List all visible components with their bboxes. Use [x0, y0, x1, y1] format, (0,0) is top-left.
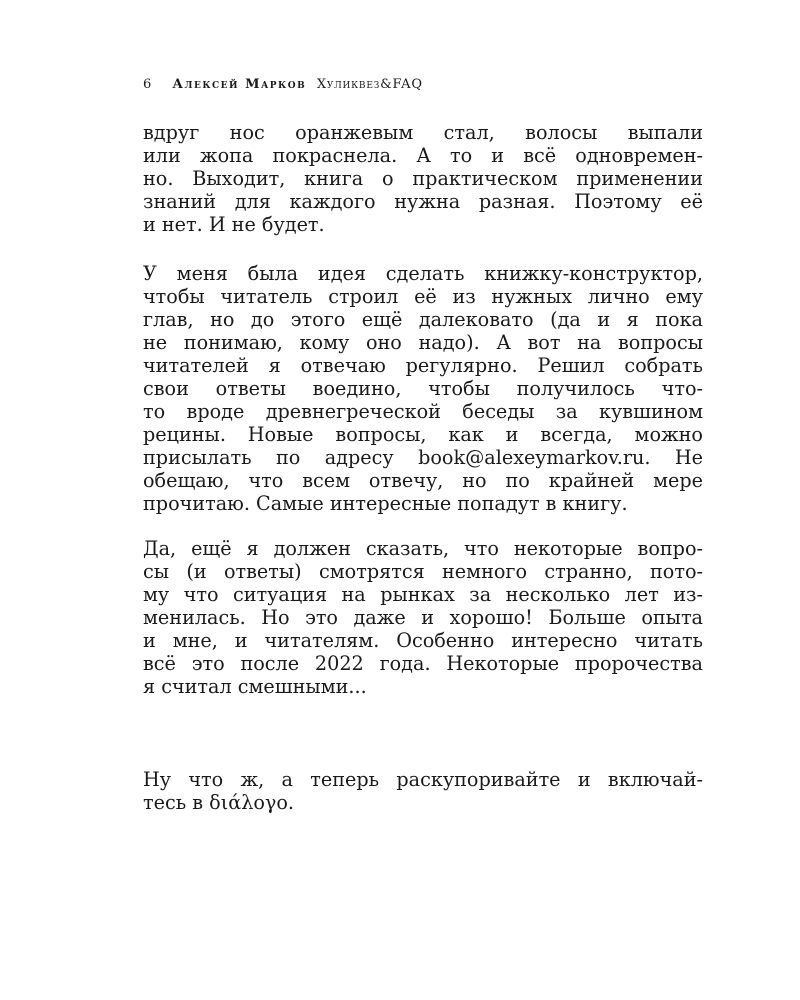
- text-line: всё это после 2022 года. Некоторые пророчества: [143, 652, 703, 675]
- paragraph-3: [143, 537, 703, 698]
- text-line: знаний для каждого нужна разная. Поэтому её: [143, 190, 703, 213]
- text-line: прочитаю. Самые интересные попадут в книгу.: [143, 492, 628, 515]
- running-head: [143, 77, 423, 92]
- text-line: и мне, и читателям. Особенно интересно читать: [143, 629, 703, 652]
- author-name: Алексей Марков: [172, 77, 307, 92]
- book-title: Хуликвез&FAQ: [316, 77, 423, 92]
- text-line: менилась. Но это даже и хорошо! Больше опыта: [143, 606, 703, 629]
- text-line: У меня была идея сделать книжку-конструктор,: [143, 262, 703, 285]
- text-line: или жопа покраснела. А то и всё одновремен-: [143, 144, 703, 167]
- text-line: то вроде древнегреческой беседы за кувшином: [143, 400, 703, 423]
- page-number: 6: [143, 77, 152, 92]
- text-line: Да, ещё я должен сказать, что некоторые вопро-: [143, 537, 703, 560]
- text-line: и нет. И не будет.: [143, 213, 325, 236]
- text-line: му что ситуация на рынках за несколько лет из-: [143, 583, 703, 606]
- text-line: свои ответы воедино, чтобы получилось что-: [143, 377, 703, 400]
- text-line: вдруг нос оранжевым стал, волосы выпали: [143, 121, 703, 144]
- text-line: присылать по адресу book@alexeymarkov.ru. Не: [143, 446, 703, 469]
- text-line: я считал смешными...: [143, 675, 367, 698]
- paragraph-4: [143, 768, 703, 814]
- text-line: Ну что ж, а теперь раскупоривайте и включай-: [143, 768, 703, 791]
- text-line: тесь в διάλογο.: [143, 791, 295, 814]
- text-line: чтобы читатель строил её из нужных лично ему: [143, 285, 703, 308]
- text-line: но. Выходит, книга о практическом применении: [143, 167, 703, 190]
- paragraph-2: [143, 262, 703, 515]
- text-line: обещаю, что всем отвечу, но по крайней мере: [143, 469, 703, 492]
- text-line: сы (и ответы) смотрятся немного странно, пото-: [143, 560, 703, 583]
- text-line: рецины. Новые вопросы, как и всегда, можно: [143, 423, 703, 446]
- paragraph-1: [143, 121, 703, 236]
- text-line: глав, но до этого ещё далековато (да и я пока: [143, 308, 703, 331]
- text-line: читателей я отвечаю регулярно. Решил собрать: [143, 354, 703, 377]
- text-line: не понимаю, кому оно надо). А вот на вопросы: [143, 331, 703, 354]
